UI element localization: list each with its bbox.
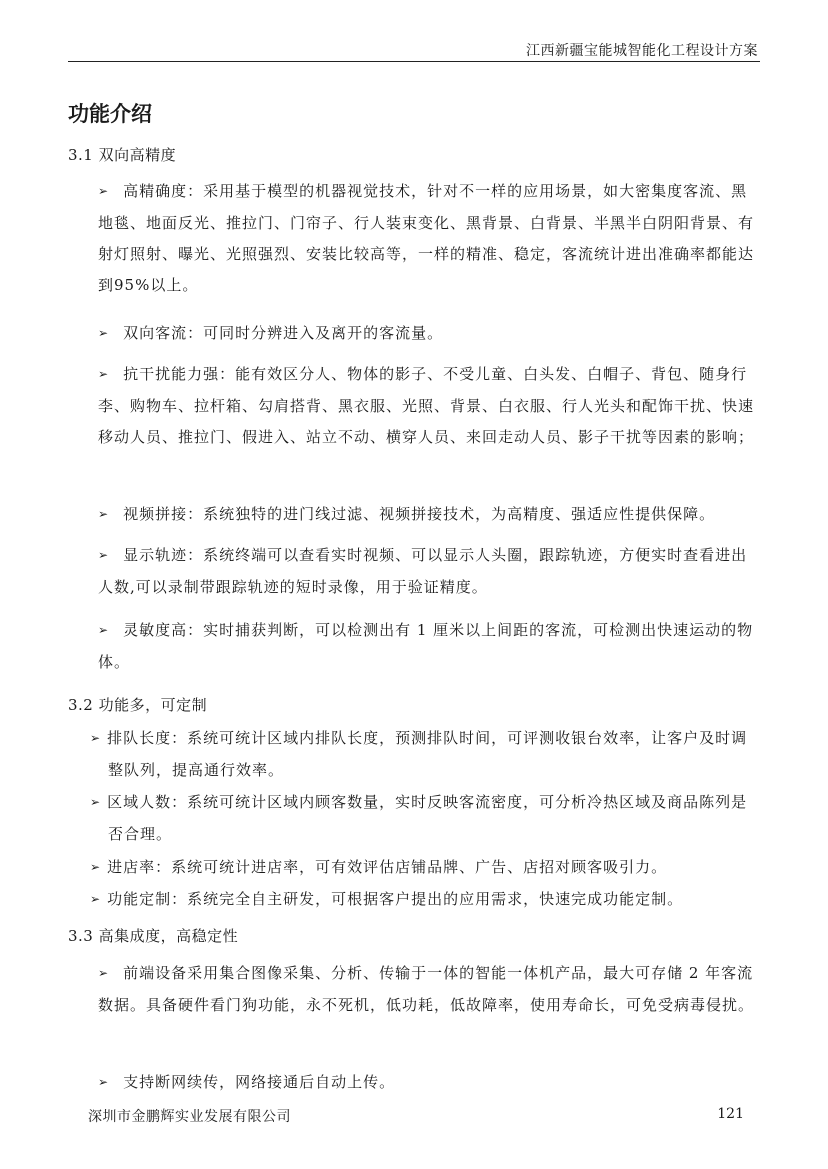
arrow-bullet-icon: ➢: [90, 731, 102, 745]
arrow-bullet-icon: ➢: [98, 1075, 110, 1089]
bullet-text: 排队长度：系统可统计区域内排队长度，预测排队时间，可评测收银台效率，让客户及时调整队列，提高通行效率。: [107, 729, 748, 779]
bullet-text: 前端设备采用集合图像采集、分析、传输于一体的智能一体机产品，最大可存储 2 年客流数据。具备硬件看门狗功能，永不死机，低功耗，低故障率，使用寿命长，可免受病毒侵扰。: [98, 964, 755, 1014]
bullet-text: 高精确度：采用基于模型的机器视觉技术，针对不一样的应用场景，如大密集度客流、黑地毯、地面反光、推拉门、门帘子、行人装束变化、黑背景、白背景、半黑半白阴阳背景、有射灯照射、曝光、光照强烈、安装比较高等，一样的精准、稳定，客流统计进出准确率都能达到95%以上。: [98, 182, 755, 294]
bullet-item: [98, 318, 760, 350]
header-rule: [68, 61, 760, 62]
bullet-item: [98, 540, 760, 603]
subsection-title-3-1: 3.1 双向高精度: [68, 146, 177, 164]
bullet-text: 支持断网续传，网络接通后自动上传。: [123, 1073, 396, 1091]
subsection-title-3-3: 3.3 高集成度，高稳定性: [68, 927, 239, 945]
arrow-bullet-icon: ➢: [90, 892, 102, 906]
arrow-bullet-icon: ➢: [98, 367, 110, 381]
bullet-item: [90, 852, 760, 884]
bullet-text: 区域人数：系统可统计区域内顾客数量，实时反映客流密度，可分析冷热区域及商品陈列是否合理。: [107, 793, 748, 843]
bullet-item: [98, 499, 760, 531]
arrow-bullet-icon: ➢: [98, 623, 110, 637]
footer-page-number: 121: [717, 1106, 744, 1122]
bullet-item: [90, 787, 760, 850]
footer-company: 深圳市金鹏辉实业发展有限公司: [88, 1109, 291, 1125]
bullet-text: 进店率：系统可统计进店率，可有效评估店铺品牌、广告、店招对顾客吸引力。: [107, 858, 668, 876]
bullet-item: [98, 1067, 760, 1099]
bullet-item: [98, 958, 760, 1021]
arrow-bullet-icon: ➢: [90, 795, 102, 809]
bullet-item: [98, 615, 760, 678]
bullet-item: [90, 884, 760, 916]
page-header-title: 江西新疆宝能城智能化工程设计方案: [526, 43, 758, 59]
bullet-text: 显示轨迹：系统终端可以查看实时视频、可以显示人头圈，跟踪轨迹，方便实时查看进出人数,可以录制带跟踪轨迹的短时录像，用于验证精度。: [98, 546, 748, 596]
arrow-bullet-icon: ➢: [98, 507, 110, 521]
arrow-bullet-icon: ➢: [90, 860, 102, 874]
bullet-text: 视频拼接：系统独特的进门线过滤、视频拼接技术，为高精度、强适应性提供保障。: [123, 505, 716, 523]
arrow-bullet-icon: ➢: [98, 966, 110, 980]
bullet-text: 抗干扰能力强：能有效区分人、物体的影子、不受儿童、白头发、白帽子、背包、随身行李、购物车、拉杆箱、勾肩搭背、黑衣服、光照、背景、白衣服、行人光头和配饰干扰、快速移动人员、推拉门、假进入、站立不动、横穿人员、来回走动人员、影子干扰等因素的影响；: [98, 365, 755, 446]
bullet-item: [90, 723, 760, 786]
arrow-bullet-icon: ➢: [98, 326, 110, 340]
bullet-item: [98, 176, 760, 301]
bullet-item: [98, 359, 760, 453]
bullet-text: 功能定制：系统完全自主研发，可根据客户提出的应用需求，快速完成功能定制。: [107, 890, 684, 908]
bullet-text: 双向客流：可同时分辨进入及离开的客流量。: [123, 324, 444, 342]
subsection-title-3-2: 3.2 功能多，可定制: [68, 696, 208, 714]
arrow-bullet-icon: ➢: [98, 184, 110, 198]
arrow-bullet-icon: ➢: [98, 548, 110, 562]
bullet-text: 灵敏度高：实时捕获判断，可以检测出有 1 厘米以上间距的客流，可检测出快速运动的物体。: [98, 621, 754, 671]
section-title: 功能介绍: [68, 102, 152, 126]
